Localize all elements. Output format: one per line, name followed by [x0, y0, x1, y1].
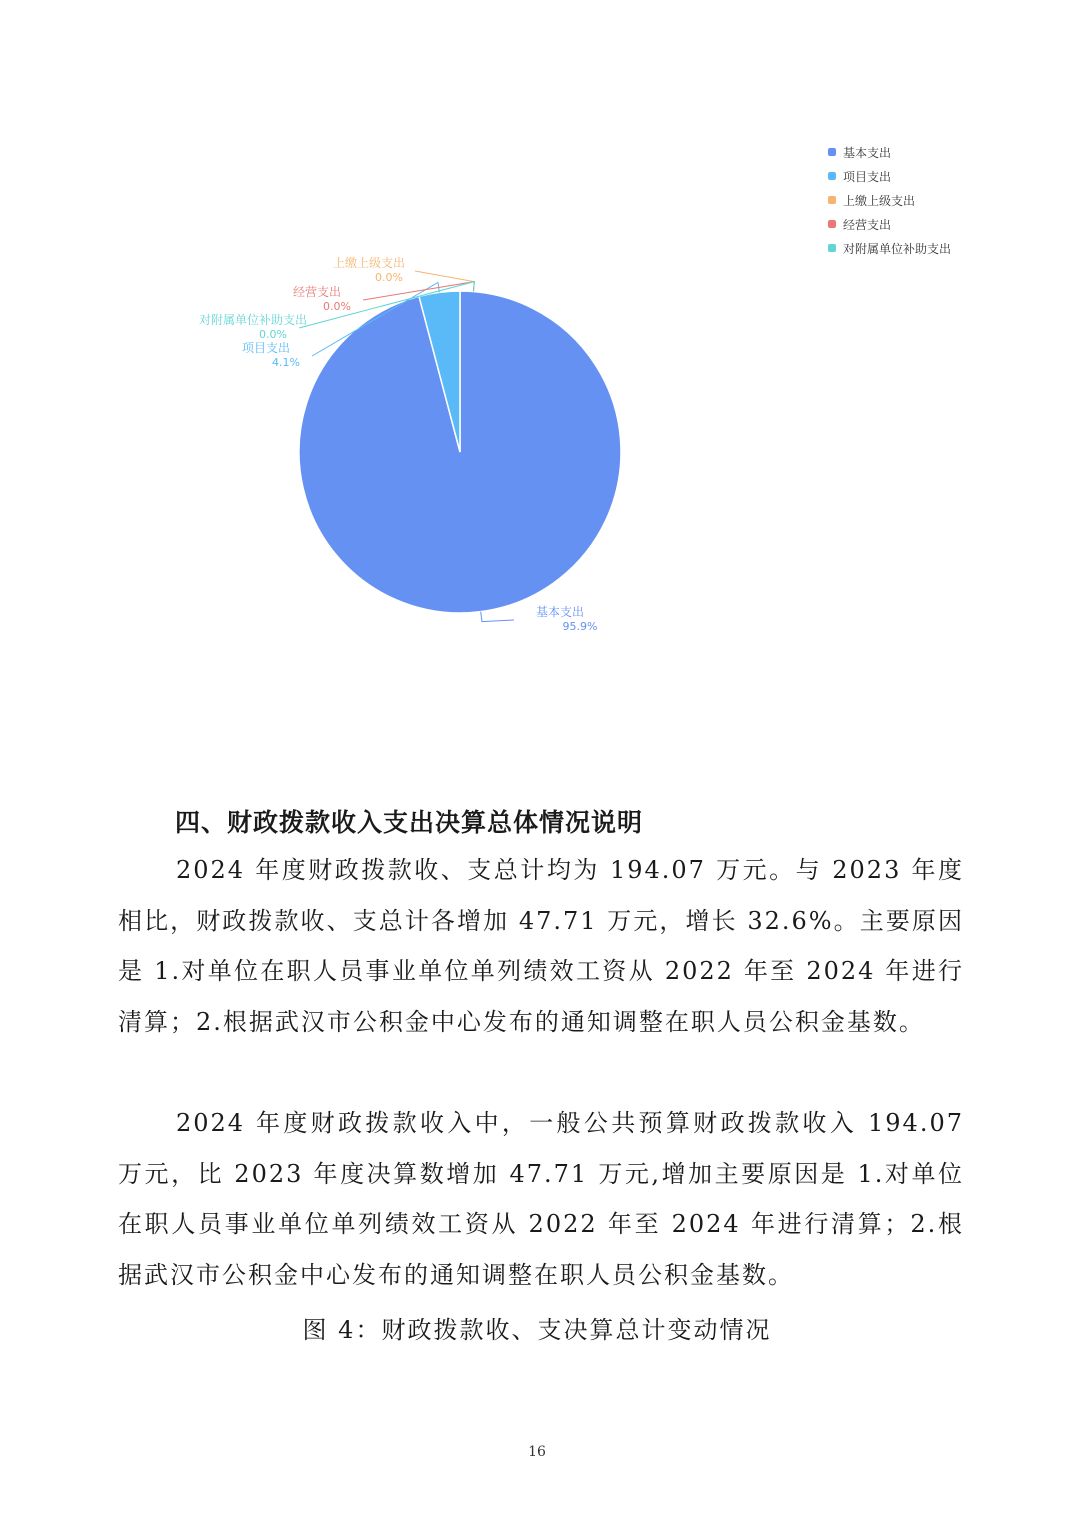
slice-label: 项目支出 [241, 341, 291, 355]
slice-label: 基本支出 [535, 605, 585, 619]
legend-swatch [828, 220, 836, 228]
slice-percent-label: 4.1% [272, 356, 300, 369]
legend-label: 上缴上级支出 [843, 193, 916, 208]
slice-label: 经营支出 [292, 285, 342, 299]
figure-caption: 图 4：财政拨款收、支决算总计变动情况 [302, 1316, 772, 1344]
slice-percent-label: 0.0% [323, 300, 351, 313]
legend-item[interactable] [828, 140, 951, 164]
slice-label: 上缴上级支出 [332, 256, 406, 270]
legend-swatch [828, 244, 836, 252]
legend-label: 基本支出 [843, 145, 892, 160]
legend-swatch [828, 172, 836, 180]
legend-item[interactable] [828, 212, 951, 236]
section-heading: 四、财政拨款收入支出决算总体情况说明 [175, 808, 644, 837]
pie-chart-svg [0, 0, 1074, 700]
slice-percent-label: 0.0% [375, 271, 403, 284]
leader-line [481, 612, 514, 622]
legend-item[interactable] [828, 236, 951, 260]
page-number: 16 [528, 1444, 546, 1460]
legend-item[interactable] [828, 164, 951, 188]
expenditure-pie-chart [0, 0, 1074, 700]
legend-label: 经营支出 [843, 217, 892, 232]
legend-swatch [828, 196, 836, 204]
slice-percent-label: 95.9% [562, 620, 598, 633]
legend-item[interactable] [828, 188, 951, 212]
legend-swatch [828, 148, 836, 156]
body-paragraph: 2024 年度财政拨款收、支总计均为 194.07 万元。与 2023 年度相比，财政拨款收、支总计各增加 47.71 万元，增长 32.6%。主要原因是 1.对单位在职人员事业单位单列绩效工资从 2022 年至 2024 年进行清算；2.根据武汉市公积金中心发布的通知调整在职人员公积金基数。 [118, 856, 964, 1037]
body-paragraph: 2024 年度财政拨款收入中，一般公共预算财政拨款收入 194.07 万元，比 2023 年度决算数增加 47.71 万元,增加主要原因是 1.对单位在职人员事业单位单列绩效工资从 2022 年至 2024 年进行清算；2.根据武汉市公积金中心发布的通知调整在职人员公积金基数。 [118, 1109, 964, 1290]
slice-label: 对附属单位补助支出 [198, 313, 308, 327]
slice-percent-label: 0.0% [259, 328, 287, 341]
leader-line [415, 271, 474, 292]
legend-label: 项目支出 [843, 169, 892, 184]
legend-label: 对附属单位补助支出 [843, 241, 952, 256]
chart-legend [828, 140, 951, 260]
